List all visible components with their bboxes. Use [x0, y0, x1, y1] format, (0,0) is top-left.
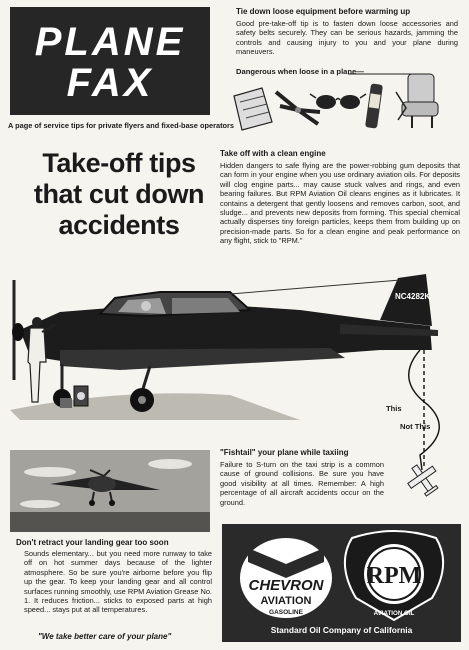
tip1-heading: Tie down loose equipment before warming up [236, 7, 411, 16]
loose-equipment-illustration [228, 72, 464, 134]
loose-items-label: Dangerous when loose in a plane— [236, 67, 364, 76]
seat-icon [396, 74, 438, 128]
masthead-title-line2: FAX [66, 61, 154, 105]
rpm-logo [345, 531, 443, 620]
chevron-gasoline: GASOLINE [269, 609, 303, 616]
rpm-text: RPM [366, 563, 422, 589]
map-icon [234, 88, 272, 130]
tip2-heading: Take off with a clean engine [220, 149, 326, 158]
tip1-body: Good pre-take-off tip is to fasten down loose accessories and safety belts securely. They can be serious hazards, jamming the controls and causing injury to you and your plane during maneuvers. [236, 19, 458, 57]
masthead-title-line1: PLANE [34, 20, 186, 64]
slogan: "We take better care of your plane" [38, 632, 172, 641]
tip2-body: Hidden dangers to safe flying are the power-robbing gum deposits that can form in your engine when you use ordinary aviation oils. For deposits will clog engine parts... may cause stuck valves and rings, and even bearing failures. But RPM Aviation Oil cleans engines as it lubricates. It contains a detergent that gently loosens and removes carbon, soot, and sludge... and prevents new deposits from forming. This special chemical actually disperses tiny foreign particles, keeps them from building up on precision-made parts. So for a clean engine and peak performance on any flight, stick to "RPM." [220, 161, 460, 246]
company-name: Standard Oil Company of California [270, 625, 413, 635]
sunglasses-icon [310, 94, 366, 109]
pilot-head [141, 301, 151, 311]
logo-panel [222, 524, 461, 642]
this-label: This [386, 404, 402, 413]
tip3-body: Failure to S-turn on the taxi strip is a common cause of ground collisions. Be sure you have good visibility at all times. Remember: A high percentage of all aircraft accidents occur on the ground. [220, 460, 384, 507]
takeoff-photo [10, 450, 210, 532]
tip4-heading: Don't retract your landing gear too soon [16, 538, 169, 547]
chevron-logo [240, 538, 332, 618]
not-this-label: Not This [400, 422, 431, 431]
headline: Take-off tips that cut down accidents [33, 148, 205, 240]
loose-items-text: Dangerous when loose in a plane [236, 67, 357, 76]
tagline: A page of service tips for private flyers and fixed-base operators [8, 121, 235, 130]
brand-logos [222, 524, 461, 624]
rpm-subtitle: AVIATION OIL [373, 610, 415, 617]
chevron-name: CHEVRON [248, 577, 324, 594]
tip4-body: Sounds elementary... but you need more runway to take off on hot summer days because of the lighter atmosphere. So be sure you're airborne before you flip up the gear. To keep your landing gear and all control surfaces running smoothly, use RPM Aviation Grease No. 1. It reduces friction... sticks to exposed parts at high speed... stays put at all temperatures. [24, 549, 212, 615]
masthead-banner [10, 7, 210, 115]
flashlight-icon [365, 83, 383, 128]
registration-number: NC4282K [395, 292, 431, 301]
tip3-heading: "Fishtail" your plane while taxiing [220, 448, 349, 457]
chevron-aviation: AVIATION [260, 595, 312, 607]
